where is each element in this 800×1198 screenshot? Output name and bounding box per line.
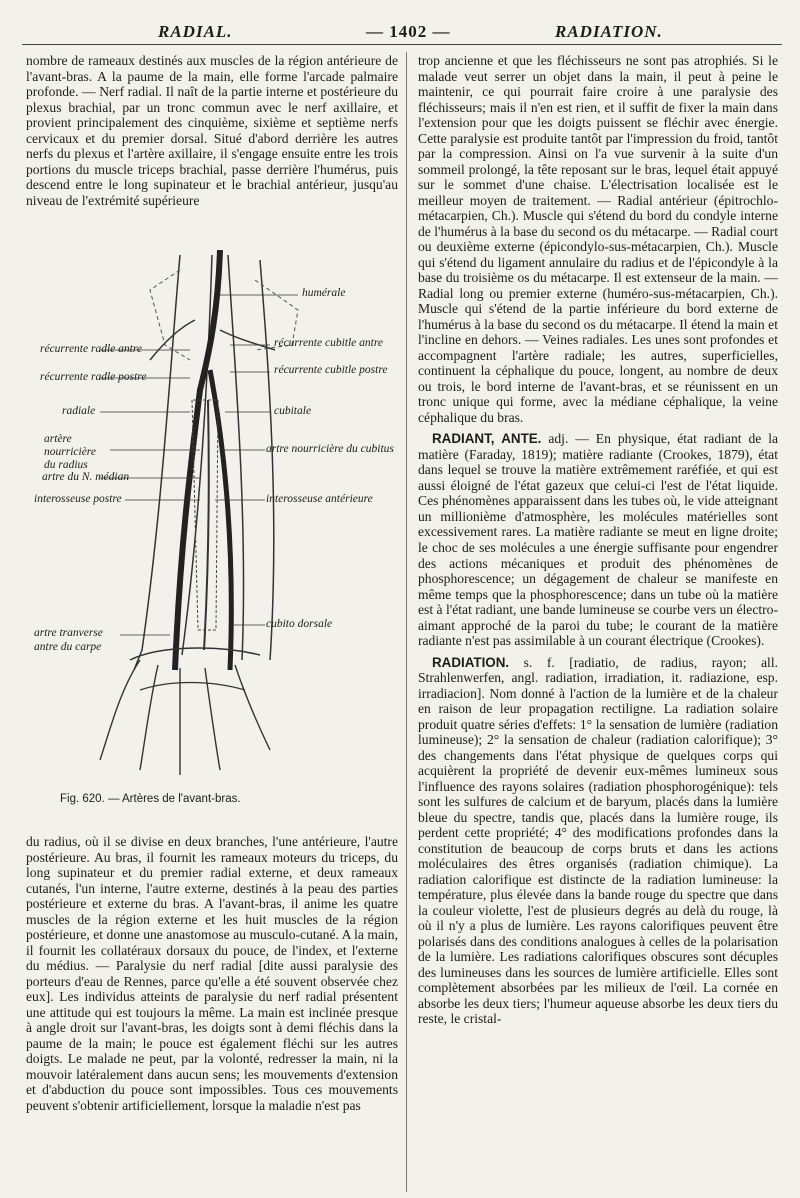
right-column [418, 53, 778, 1027]
column-divider [406, 52, 407, 1192]
label-cubito-dorsale: cubito dorsale [266, 618, 333, 630]
entry-radiant [418, 431, 778, 648]
entry-keyword: RADIANT, ANTE. [432, 431, 542, 447]
label-rec-cub-ant: récurrente cubitle antre [274, 337, 384, 349]
page-number: — 1402 — [366, 22, 451, 41]
paragraph: du radius, où il se divise en deux branches, l'une antérieure, l'autre postérieure. Au bras, il fournit les rameaux moteurs du triceps, du long supinateur et du premier radial externe, et deux rameaux cutanés, l'un interne, l'autre externe, destinés à la peau des parties postérieure et externe du bras. A l'avant-bras, il anime les quatre muscles de la région externe et les huit muscles de la région postérieure, et donne une anastomose au musculo-cutané. A la main, il fournit les collatéraux dorsaux du pouce, de l'index, et l'externe du médius. — Paralysie du nerf radial [dite aussi paralysie des porteurs d'eau de Rennes, parce qu'elle a été souvent observée chez eux]. Les individus atteints de paralysie du nerf radial présentent une attitude qui est toujours la même. La main est inclinée presque à angle droit sur l'avant-bras, les doigts sont à demi fléchis dans la paume de la main; le pouce est également fléchi sur les autres doigts. Le malade ne peut, par la volonté, redresser la main, ni la mouvoir latéralement dans aucun sens; les mouvements d'extension et d'abduction du pouce sont impossibles. Tous ces mouvements peuvent s'obtenir artificiellement, lorsque la maladie n'est pas [26, 834, 398, 1113]
label-radiale: radiale [62, 405, 96, 417]
label-humerale: humérale [302, 287, 346, 299]
left-column-top [26, 53, 398, 208]
label-nourriciere-radius: artère nourricière du radius [44, 433, 96, 471]
page-header [0, 14, 800, 44]
label-inteross-post: interosseuse postre [34, 493, 122, 505]
label-transverse: artre tranverse antre du carpe [34, 627, 103, 653]
label-nourriciere-cubitus: artre nourricière du cubitus [266, 443, 394, 455]
figure-caption: Fig. 620. — Artères de l'avant-bras. [60, 793, 241, 805]
label-n-median: artre du N. médian [42, 471, 130, 483]
header-rule [22, 44, 782, 45]
paragraph: nombre de rameaux destinés aux muscles de la région antérieure de l'avant-bras. A la paume de la main, elle forme l'arcade palmaire profonde. — Nerf radial. Il naît de la partie interne et postérieure du plexus brachial, par un tronc commun avec le nerf axillaire, et provient principalement des cinquième, sixième et septième nerfs cervicaux et du premier dorsal. Situé d'abord derrière les autres nerfs du plexus et l'artère axillaire, il s'engage ensuite entre les trois portions du muscle triceps brachial, passe derrière l'humérus, puis descend entre le long supinateur et le brachial antérieur, jusqu'au niveau de l'extrémité supérieure [26, 53, 398, 208]
forearm-arteries-figure [30, 250, 402, 810]
label-rec-rad-ant: récurrente radle antre [40, 343, 142, 355]
figure-drawing [30, 250, 402, 790]
label-inteross-ant: interosseuse antérieure [266, 493, 373, 505]
left-column-bottom [26, 834, 398, 1113]
running-head-right: RADIATION. [555, 22, 663, 41]
label-rec-cub-post: récurrente cubitle postre [274, 364, 388, 376]
label-cubitale: cubitale [274, 405, 312, 417]
paragraph: trop ancienne et que les fléchisseurs ne sont pas atrophiés. Si le malade veut serrer un objet dans la main, il peut à peine le maintenir, ce qui pourrait faire croire à une paralysie des fléchisseurs; mais il n'en est rien, et il suffit de fixer la main dans l'extension pour que les doigts puissent se fléchir avec énergie. Cette paralysie est produite tantôt par l'impression du froid, tantôt par la compression. Ainsi on l'a vue survenir à la suite d'un sommeil prolongé, la tête reposant sur le bras, lequel était appuyé sur le sommet d'une chaise. L'électrisation localisée est le meilleur moyen de traitement. — Radial antérieur (épitrochlo-métacarpien, Ch.). Muscle qui s'étend du bord du condyle interne de l'humérus à la base du second os du métacarpe. — Radial court ou deuxième externe (épicondylo-sus-métacarpien, Ch.). Muscle qui s'étend du ligament annulaire du radius et de l'épicondyle à la base du troisième os du métacarpe. Il est extenseur de la main. — Radial long ou premier externe (huméro-sus-métacarpien, Ch.). Muscle qui s'étend de la partie inférieure du bord externe de l'humérus à la base du second os du métacarpe. Il étend la main et l'incline en dehors. — Veines radiales. Les unes sont profondes et accompagnent l'artère radiale; les autres, superficielles, continuent la céphalique du pouce, longent, au nombre de deux ou trois, le bord interne de l'avant-bras, et se réunissent en un tronc unique qui forme, avec la médiane céphalique, la veine céphalique du bras. [418, 53, 778, 425]
entry-text: adj. — En physique, état radiant de la matière (Faraday, 1819); matière radiante (Crookes, 1879), état dans lequel se trouve la matière extrêmement raréfiée, et qui est aussi éloigné de l'état gazeux que celui-ci l'est de l'état liquide. Ces phénomènes apparaissent dans les tubes où, le vide atteignant un millionième d'atmosphère, les molécules matérielles sont excessivement rares. La matière radiante se meut en ligne droite; le choc de ses molécules a une énergie suffisante pour engendrer des actions mécaniques et produit des phénomènes de phosphorescence; un dégagement de chaleur se manifeste en même temps que la phosphorescence; dans un tube où la matière est à l'état radiant, une bande lumineuse se courbe vers un électro-aimant approché de la paroi du tube; le courant de la matière radiante n'est pas assimilable à un courant électrique (Crookes). [418, 431, 779, 649]
entry-keyword: RADIATION. [432, 654, 510, 670]
label-rec-rad-post: récurrente radle postre [40, 371, 147, 383]
running-head-left: RADIAL. [158, 22, 233, 41]
entry-radiation [418, 655, 778, 1027]
entry-text: s. f. [radiatio, de radius, rayon; all. Strahlenwerfen, angl. radiation, irradiation, it. radiazione, esp. irradiacion]. Nom donné à l'action de la lumière et de la chaleur en raison de leur propagation rectiligne. La radiation solaire produit quatre séries d'effets: 1° la sensation de lumière (radiation lumineuse); 2° la sensation de chaleur (radiation calorifique); 3° des changements dans l'état physique de quelques corps qui acquièrent la propriété de devenir eux-mêmes lumineux sous l'influence des rayons solaires (radiation phosphorogénique): tels sont les sulfures de calcium et de baryum, placés dans la lumière bleue du spectre, tandis que, placés dans la lumière rouge, ils perdent cette propriété; 4° des modifications profondes dans la constitution de beaucoup de corps bruts et dans les actions moléculaires des êtres organisés (radiation chimique). La radiation calorifique est distincte de la radiation lumineuse: la température, plus élevée dans la bande rouge du spectre que dans la couleur violette, l'est de plusieurs degrés au delà du rouge, là où il n'y a plus de lumière. Les rayons calorifiques peuvent être polarisés dans des conditions analogues à celles de la polarisation de la lumière. Les radiations calorifiques obscures sont décuples des lumineuses dans les sources de lumière artificielle. Elles sont complètement absorbées par les milieux de l'œil. La cornée en absorbe les deux tiers; l'humeur aqueuse absorbe les deux tiers du reste, le cristal- [418, 654, 778, 1027]
